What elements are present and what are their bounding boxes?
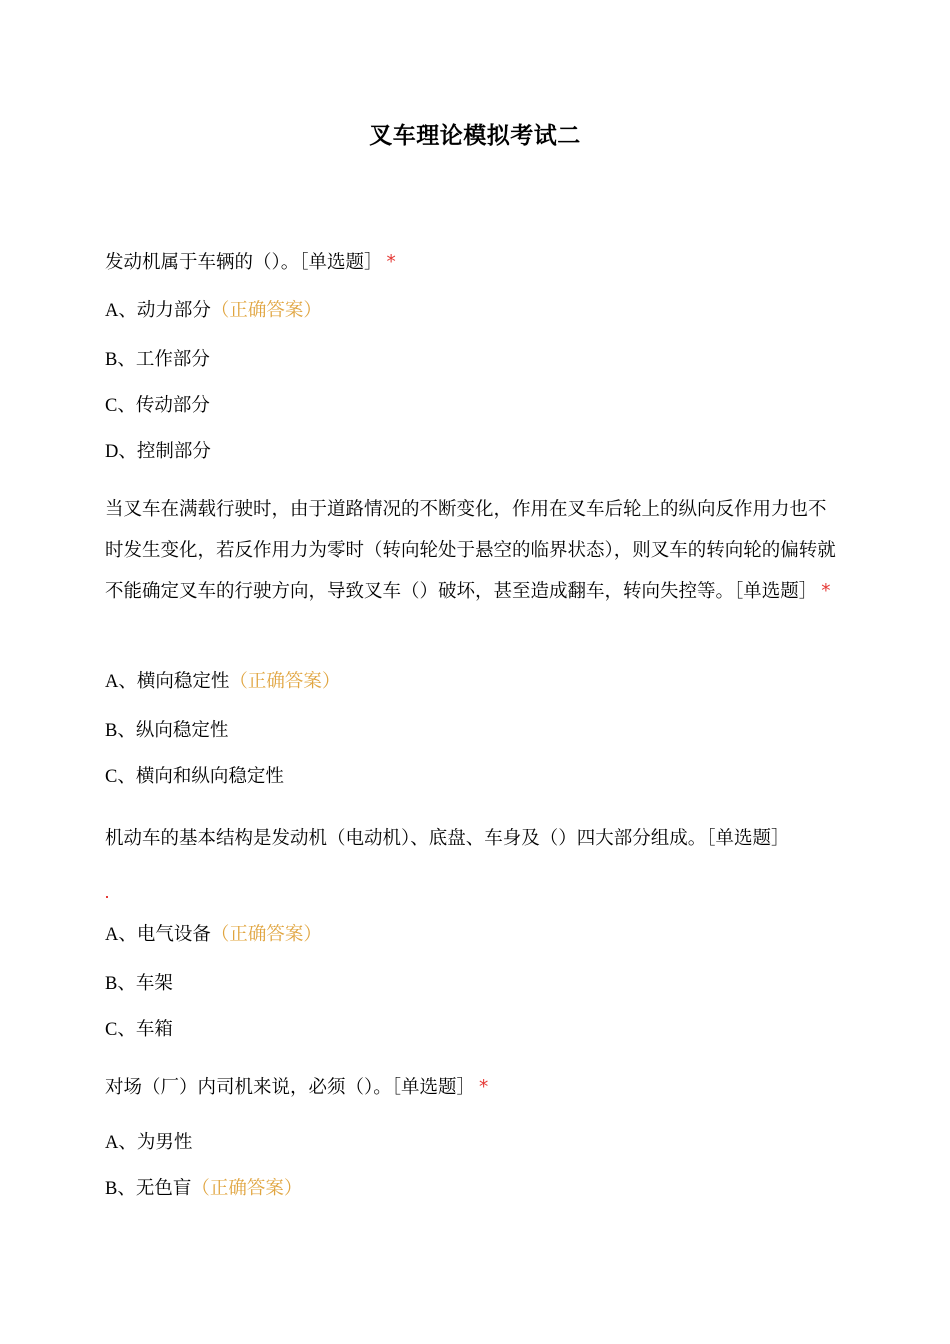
option-1c[interactable] [105,393,210,419]
option-3a[interactable] [105,922,322,948]
page-title: 叉车理论模拟考试二 [369,123,581,149]
required-mark: * [386,252,396,273]
question-1 [105,242,837,283]
question-text: 机动车的基本结构是发动机（电动机）、底盘、车身及（）四大部分组成。［单选题］ [105,828,790,849]
option-letter: B、 [105,350,136,370]
correct-answer-label: （正确答案） [210,924,322,945]
question-text: 发动机属于车辆的（）。［单选题］ [105,252,383,273]
required-mark: * [479,1077,489,1098]
required-dot [106,896,108,898]
option-text: 传动部分 [135,395,210,416]
option-text: 电气设备 [136,924,211,945]
option-1a[interactable] [105,298,322,324]
option-4b[interactable] [105,1176,302,1202]
option-letter: D、 [105,442,137,462]
option-1d[interactable] [105,439,211,465]
option-text: 横向和纵向稳定性 [135,766,284,787]
option-3c[interactable] [105,1017,173,1043]
option-text: 为男性 [136,1132,193,1153]
option-letter: B、 [105,1179,136,1199]
option-text: 纵向稳定性 [135,720,229,741]
option-letter: A、 [105,1133,137,1153]
option-letter: B、 [105,974,136,994]
option-text: 无色盲 [135,1178,192,1199]
option-letter: A、 [105,301,137,321]
option-letter: C、 [105,396,136,416]
option-2c[interactable] [105,764,284,790]
option-letter: C、 [105,1020,136,1040]
option-1b[interactable] [105,347,210,373]
option-text: 动力部分 [136,300,211,321]
correct-answer-label: （正确答案） [210,300,322,321]
option-3b[interactable] [105,971,173,997]
question-text: 当叉车在满载行驶时，由于道路情况的不断变化，作用在叉车后轮上的纵向反作用力也不时发生变化，若反作用力为零时（转向轮处于悬空的临界状态），则叉车的转向轮的偏转就不能确定叉车的行驶方向，导致叉车（）破坏，甚至造成翻车，转向失控等。［单选题］ [105,499,836,602]
option-text: 控制部分 [136,441,211,462]
question-text: 对场（厂）内司机来说，必须（）。［单选题］ [105,1077,476,1098]
option-text: 车箱 [135,1019,173,1040]
option-text: 工作部分 [135,349,210,370]
option-2b[interactable] [105,718,228,744]
option-2a[interactable] [105,669,340,695]
question-3 [105,826,837,851]
correct-answer-label: （正确答案） [191,1178,303,1199]
required-mark: * [821,581,831,602]
correct-answer-label: （正确答案） [229,671,341,692]
option-text: 车架 [135,973,173,994]
option-letter: B、 [105,721,136,741]
option-letter: C、 [105,767,136,787]
option-text: 横向稳定性 [136,671,230,692]
option-letter: A、 [105,925,137,945]
question-2 [105,489,837,612]
question-4 [105,1067,837,1108]
option-letter: A、 [105,672,137,692]
option-4a[interactable] [105,1130,192,1156]
